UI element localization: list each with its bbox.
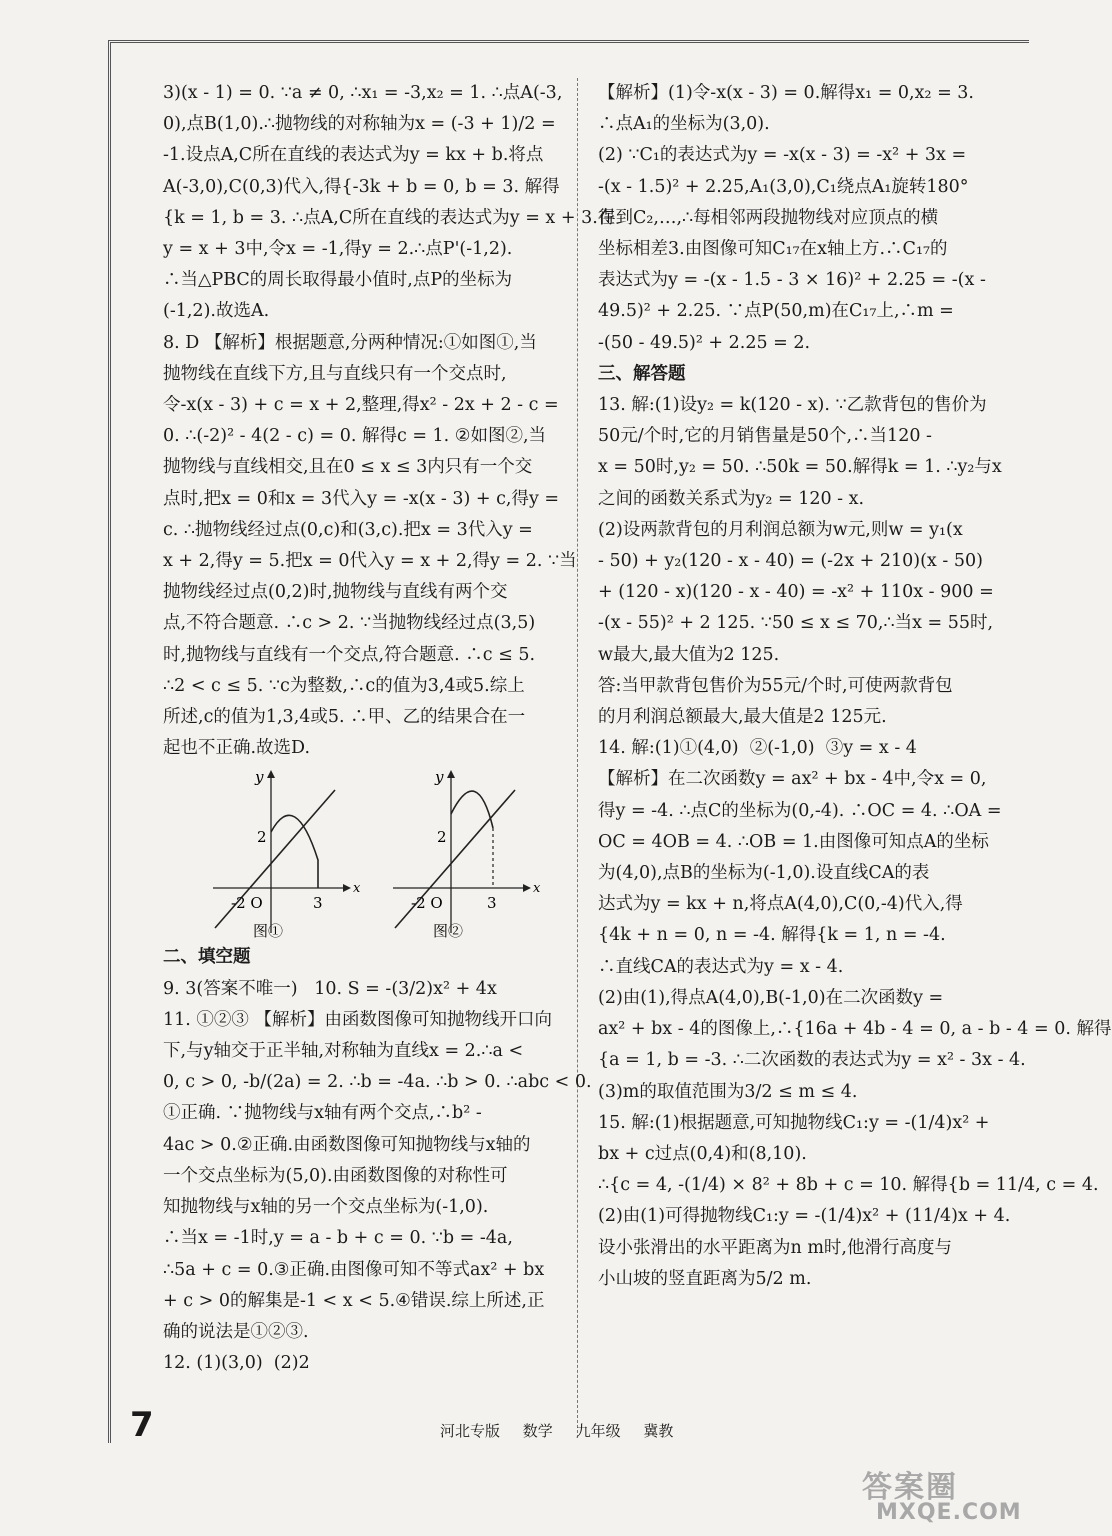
text-line: ∴2 < c ≤ 5. ∵c为整数,∴c的值为3,4或5.综上 (163, 675, 525, 696)
text-line: + c > 0的解集是-1 < x < 5.④错误.综上所述,正 (163, 1290, 545, 1311)
text-line: 二、填空题 (163, 947, 251, 968)
x-arrow-icon (523, 884, 531, 892)
text-line: ∴{c = 4, -(1/4) × 8² + 8b + c = 10. 解得{b = 11/4, c = 4. (598, 1175, 1099, 1196)
text-line: -1.设点A,C所在直线的表达式为y = kx + b.将点 (163, 145, 544, 166)
page-number: 7 (130, 1405, 154, 1445)
text-line: 抛物线经过点(0,2)时,抛物线与直线有两个交 (163, 582, 508, 603)
tick-minus2-origin: -2 O (231, 894, 263, 913)
text-line: x = 50时,y₂ = 50. ∴50k = 50.解得k = 1. ∴y₂与x (598, 457, 1002, 478)
figure-2-caption: 图② (433, 922, 464, 941)
text-line: 坐标相差3.由图像可知C₁₇在x轴上方.∴C₁₇的 (598, 239, 948, 260)
text-line: 的月利润总额最大,最大值是2 125元. (598, 707, 887, 728)
text-line: 8. D 【解析】根据题意,分两种情况:①如图①,当 (163, 332, 537, 353)
left-text-block (163, 78, 616, 764)
figure-1 (213, 768, 361, 940)
figure-2 (393, 768, 541, 940)
text-line: 知抛物线与x轴的另一个交点坐标为(-1,0). (163, 1197, 489, 1218)
tick-2: 2 (257, 828, 267, 847)
text-line: ax² + bx - 4的图像上,∴{16a + 4b - 4 = 0, a - b - 4 = 0. 解得 (598, 1019, 1112, 1040)
text-line: 为(4,0),点B的坐标为(-1,0).设直线CA的表 (598, 863, 930, 884)
text-line: 9. 3(答案不唯一) 10. S = -(3/2)x² + 4x (163, 978, 497, 999)
text-line: 【解析】在二次函数y = ax² + bx - 4中,令x = 0, (598, 769, 987, 790)
text-line: ∴直线CA的表达式为y = x - 4. (598, 956, 844, 977)
y-arrow-icon (267, 770, 275, 778)
tick-2: 2 (437, 828, 447, 847)
text-line: 确的说法是①②③. (163, 1321, 309, 1342)
parabola-figures (163, 768, 563, 941)
text-line: 得到C₂,…,∴每相邻两段抛物线对应顶点的横 (598, 207, 939, 228)
x-label: x (533, 881, 541, 897)
text-line: 11. ①②③ 【解析】由函数图像可知抛物线开口向 (163, 1009, 552, 1030)
text-line: 设小张滑出的水平距离为n m时,他滑行高度与 (598, 1237, 952, 1258)
text-line: 答:当甲款背包售价为55元/个时,可使两款背包 (598, 675, 953, 696)
watermark-bottom: MXQE.COM (876, 1500, 1022, 1525)
text-line: ①正确. ∵抛物线与x轴有两个交点,∴b² - (163, 1103, 482, 1124)
text-line: (2)设两款背包的月利润总额为w元,则w = y₁(x (598, 519, 963, 540)
text-line: {4k + n = 0, n = -4. 解得{k = 1, n = -4. (598, 925, 946, 946)
text-line: 得y = -4. ∴点C的坐标为(0,-4). ∴OC = 4. ∴OA = (598, 800, 1002, 821)
text-line: (2)由(1),得点A(4,0),B(-1,0)在二次函数y = (598, 987, 944, 1008)
text-line: (2)由(1)可得抛物线C₁:y = -(1/4)x² + (11/4)x + 4. (598, 1206, 1011, 1227)
text-line: (2) ∵C₁的表达式为y = -x(x - 3) = -x² + 3x = (598, 145, 967, 166)
text-line: -(x - 55)² + 2 125. ∵50 ≤ x ≤ 70,∴当x = 55时, (598, 613, 994, 634)
watermark-top: 答案圈 (862, 1470, 958, 1505)
column-divider (577, 78, 578, 1438)
text-line: 抛物线在直线下方,且与直线只有一个交点时, (163, 363, 507, 384)
tick-minus2-origin: -2 O (411, 894, 443, 913)
figures-svg (163, 768, 563, 941)
text-line: 50元/个时,它的月销售量是50个,∴当120 - (598, 426, 932, 447)
text-line: 之间的函数关系式为y₂ = 120 - x. (598, 488, 865, 509)
tick-3: 3 (487, 894, 497, 913)
text-line: + (120 - x)(120 - x - 40) = -x² + 110x - 900 = (598, 582, 994, 603)
text-line: 点,不符合题意. ∴c > 2. ∵当抛物线经过点(3,5) (163, 613, 536, 634)
text-line: 一个交点坐标为(5,0).由函数图像的对称性可 (163, 1165, 508, 1186)
text-line: 14. 解:(1)①(4,0) ②(-1,0) ③y = x - 4 (598, 738, 917, 759)
y-arrow-icon (447, 770, 455, 778)
footer-grade: 九年级 (575, 1422, 621, 1440)
text-line: ∴当△PBC的周长取得最小值时,点P的坐标为 (163, 270, 513, 291)
footer-info (440, 1420, 673, 1441)
footer-subject: 数学 (522, 1422, 553, 1440)
text-line: 0, c > 0, -b/(2a) = 2. ∴b = -4a. ∴b > 0. ∴abc < 0. (163, 1072, 592, 1093)
text-line: 4ac > 0.②正确.由函数图像可知抛物线与x轴的 (163, 1134, 531, 1155)
footer-edition: 河北专版 (440, 1422, 501, 1440)
text-line: y = x + 3中,令x = -1,得y = 2.∴点P'(-1,2). (163, 239, 513, 260)
text-line: 表达式为y = -(x - 1.5 - 3 × 16)² + 2.25 = -(x - (598, 270, 986, 291)
text-line: 15. 解:(1)根据题意,可知抛物线C₁:y = -(1/4)x² + (598, 1112, 990, 1133)
right-text-block (598, 78, 1112, 1295)
text-line: A(-3,0),C(0,3)代入,得{-3k + b = 0, b = 3. 解得 (163, 176, 560, 197)
tick-3: 3 (313, 894, 323, 913)
text-line: 达式为y = kx + n,将点A(4,0),C(0,-4)代入,得 (598, 894, 963, 915)
text-line: -(x - 1.5)² + 2.25,A₁(3,0),C₁绕点A₁旋转180° (598, 176, 969, 197)
x-arrow-icon (343, 884, 351, 892)
text-line: 所述,c的值为1,3,4或5. ∴甲、乙的结果合在一 (163, 707, 526, 728)
text-line: ∴5a + c = 0.③正确.由图像可知不等式ax² + bx (163, 1259, 545, 1280)
text-line: ∴点A₁的坐标为(3,0). (598, 114, 770, 135)
text-line: 【解析】(1)令-x(x - 3) = 0.解得x₁ = 0,x₂ = 3. (598, 83, 974, 103)
text-line: 下,与y轴交于正半轴,对称轴为直线x = 2.∴a < (163, 1041, 524, 1062)
left-column (163, 78, 616, 1379)
text-line: {a = 1, b = -3. ∴二次函数的表达式为y = x² - 3x - 4. (598, 1050, 1026, 1071)
text-line: 抛物线与直线相交,且在0 ≤ x ≤ 3内只有一个交 (163, 457, 533, 478)
x-label: x (353, 881, 361, 897)
text-line: 12. (1)(3,0) (2)2 (163, 1353, 310, 1374)
text-line: (3)m的取值范围为3/2 ≤ m ≤ 4. (598, 1081, 858, 1102)
text-line: OC = 4OB = 4. ∴OB = 1.由图像可知点A的坐标 (598, 831, 989, 852)
text-line: - 50) + y₂(120 - x - 40) = (-2x + 210)(x - 50) (598, 551, 983, 572)
watermark (862, 1462, 1022, 1532)
y-label: y (435, 768, 444, 787)
left-text-block-2 (163, 942, 592, 1379)
text-line: {k = 1, b = 3. ∴点A,C所在直线的表达式为y = x + 3.在 (163, 207, 616, 228)
text-line: 13. 解:(1)设y₂ = k(120 - x). ∵乙款背包的售价为 (598, 395, 987, 416)
text-line: 49.5)² + 2.25. ∵点P(50,m)在C₁₇上,∴m = (598, 301, 954, 322)
text-line: bx + c过点(0,4)和(8,10). (598, 1143, 807, 1164)
text-line: -(50 - 49.5)² + 2.25 = 2. (598, 332, 811, 353)
text-line: 时,抛物线与直线有一个交点,符合题意. ∴c ≤ 5. (163, 644, 536, 665)
text-line: c. ∴抛物线经过点(0,c)和(3,c).把x = 3代入y = (163, 519, 533, 540)
text-line: 小山坡的竖直距离为5/2 m. (598, 1268, 812, 1289)
text-line: 令-x(x - 3) + c = x + 2,整理,得x² - 2x + 2 - c = (163, 395, 559, 416)
text-line: 3)(x - 1) = 0. ∵a ≠ 0, ∴x₁ = -3,x₂ = 1. ∴点A(-3, (163, 83, 563, 103)
text-line: w最大,最大值为2 125. (598, 644, 780, 665)
text-line: 0),点B(1,0).∴抛物线的对称轴为x = (-3 + 1)/2 = (163, 114, 556, 135)
parabola-curve (271, 816, 318, 889)
footer-publisher: 冀教 (643, 1422, 674, 1440)
text-line: x + 2,得y = 5.把x = 0代入y = x + 2,得y = 2. ∵当 (163, 551, 577, 572)
text-line: 起也不正确.故选D. (163, 738, 311, 759)
text-line: ∴当x = -1时,y = a - b + c = 0. ∵b = -4a, (163, 1228, 513, 1249)
figure-1-caption: 图① (253, 922, 284, 941)
text-line: 三、解答题 (598, 363, 686, 384)
text-line: 点时,把x = 0和x = 3代入y = -x(x - 3) + c,得y = (163, 488, 560, 509)
y-label: y (255, 768, 264, 787)
text-line: 0. ∴(-2)² - 4(2 - c) = 0. 解得c = 1. ②如图②,当 (163, 426, 547, 447)
text-line: (-1,2).故选A. (163, 301, 270, 322)
right-column (598, 78, 1112, 1295)
